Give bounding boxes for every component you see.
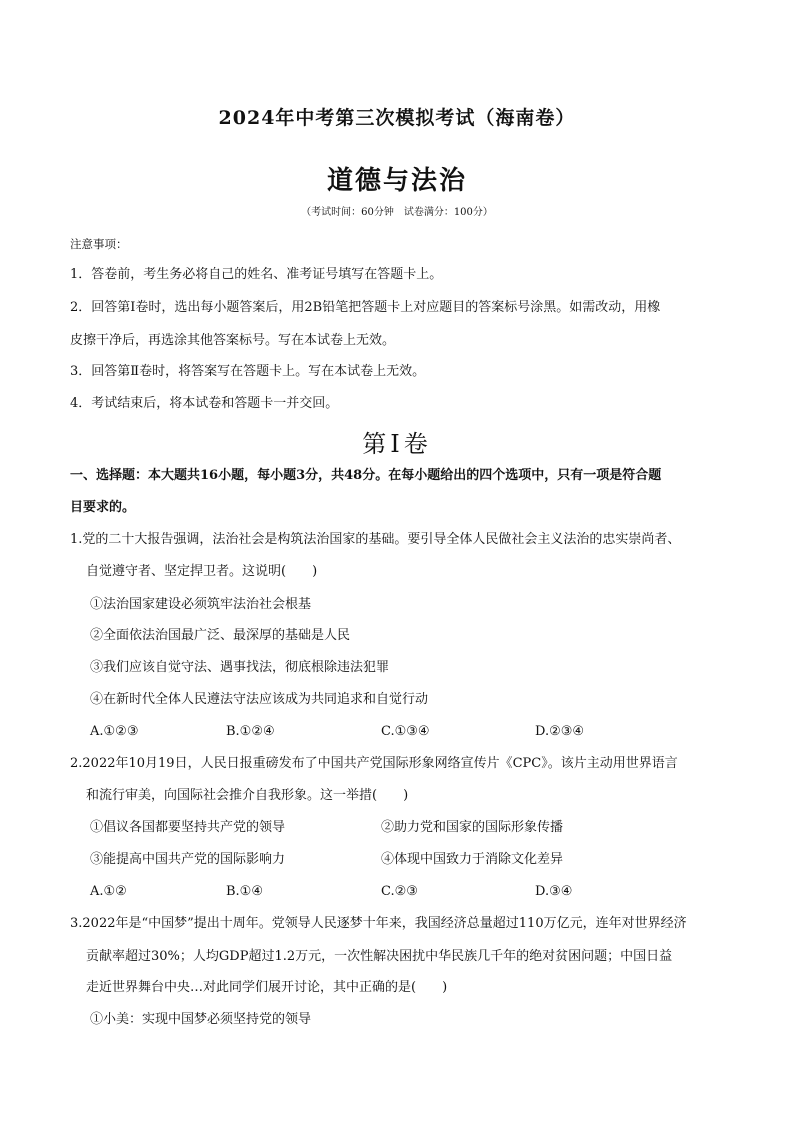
question-1-option-c[interactable]: C.①③④ xyxy=(381,724,430,739)
question-2-option-a[interactable]: A.①② xyxy=(90,884,127,899)
section-title: 第Ⅰ卷 xyxy=(362,430,432,458)
question-2-option-d[interactable]: D.③④ xyxy=(535,884,573,899)
section-instruction: 一、选择题：本大题共16小题，每小题3分，共48分。在每小题给出的四个选项中，只有一项是符合题 xyxy=(70,468,662,483)
question-2-option-b[interactable]: B.①④ xyxy=(226,884,263,899)
notes-heading: 注意事项： xyxy=(70,237,128,251)
question-1-option-b[interactable]: B.①②④ xyxy=(226,724,275,739)
subject-title: 道德与法治 xyxy=(326,166,467,196)
question-3-text: 走近世界舞台中央…对此同学们展开讨论，其中正确的是( ) xyxy=(86,980,448,995)
section-instruction: 目要求的。 xyxy=(70,500,136,515)
question-2-statement: ③能提高中国共产党的国际影响力 xyxy=(90,852,286,867)
question-3-text: 3.2022年是“中国梦”提出十周年。党领导人民逐梦十年来，我国经济总量超过110万亿元，连年对世界经济 xyxy=(70,916,687,931)
note-item: 2．回答第Ⅰ卷时，选出每小题答案后，用2B铅笔把答题卡上对应题目的答案标号涂黑。如需改动，用橡 xyxy=(70,300,661,315)
note-item: 皮擦干净后，再选涂其他答案标号。写在本试卷上无效。 xyxy=(70,333,396,348)
question-1-option-d[interactable]: D.②③④ xyxy=(535,724,585,739)
question-3-text: 贡献率超过30%；人均GDP超过1.2万元，一次性解决困扰中华民族几千年的绝对贫困问题；中国日益 xyxy=(86,949,673,964)
note-item: 3．回答第Ⅱ卷时，将答案写在答题卡上。写在本试卷上无效。 xyxy=(70,364,426,379)
question-2-statement: ①倡议各国都要坚持共产党的领导 xyxy=(90,820,286,835)
exam-title: 2024年中考第三次模拟考试（海南卷） xyxy=(218,107,576,129)
question-2-statement: ②助力党和国家的国际形象传播 xyxy=(381,820,564,835)
question-1-statement: ③我们应该自觉守法、遇事找法，彻底根除违法犯罪 xyxy=(90,660,390,675)
question-2-option-c[interactable]: C.②③ xyxy=(381,884,418,899)
question-2-text: 2.2022年10月19日，人民日报重磅发布了中国共产党国际形象网络宣传片《CPC》。该片主动用世界语言 xyxy=(70,756,678,771)
question-1-option-a[interactable]: A.①②③ xyxy=(90,724,139,739)
question-1-text: 自觉遵守者、坚定捍卫者。这说明( ) xyxy=(86,564,318,579)
exam-info: （考试时间：60分钟 试卷满分：100分） xyxy=(301,207,493,218)
question-1-text: 1.党的二十大报告强调，法治社会是构筑法治国家的基础。要引导全体人民做社会主义法治的忠实崇尚者、 xyxy=(70,532,681,547)
question-3-statement: ①小美：实现中国梦必须坚持党的领导 xyxy=(90,1012,312,1027)
question-1-statement: ②全面依法治国最广泛、最深厚的基础是人民 xyxy=(90,628,351,643)
note-item: 1．答卷前，考生务必将自己的姓名、准考证号填写在答题卡上。 xyxy=(70,267,443,282)
question-1-statement: ④在新时代全体人民遵法守法应该成为共同追求和自觉行动 xyxy=(90,692,429,707)
note-item: 4．考试结束后，将本试卷和答题卡一并交回。 xyxy=(70,396,339,411)
question-2-statement: ④体现中国致力于消除文化差异 xyxy=(381,852,564,867)
question-1-statement: ①法治国家建设必须筑牢法治社会根基 xyxy=(90,597,312,612)
question-2-text: 和流行审美，向国际社会推介自我形象。这一举措( ) xyxy=(86,788,409,803)
